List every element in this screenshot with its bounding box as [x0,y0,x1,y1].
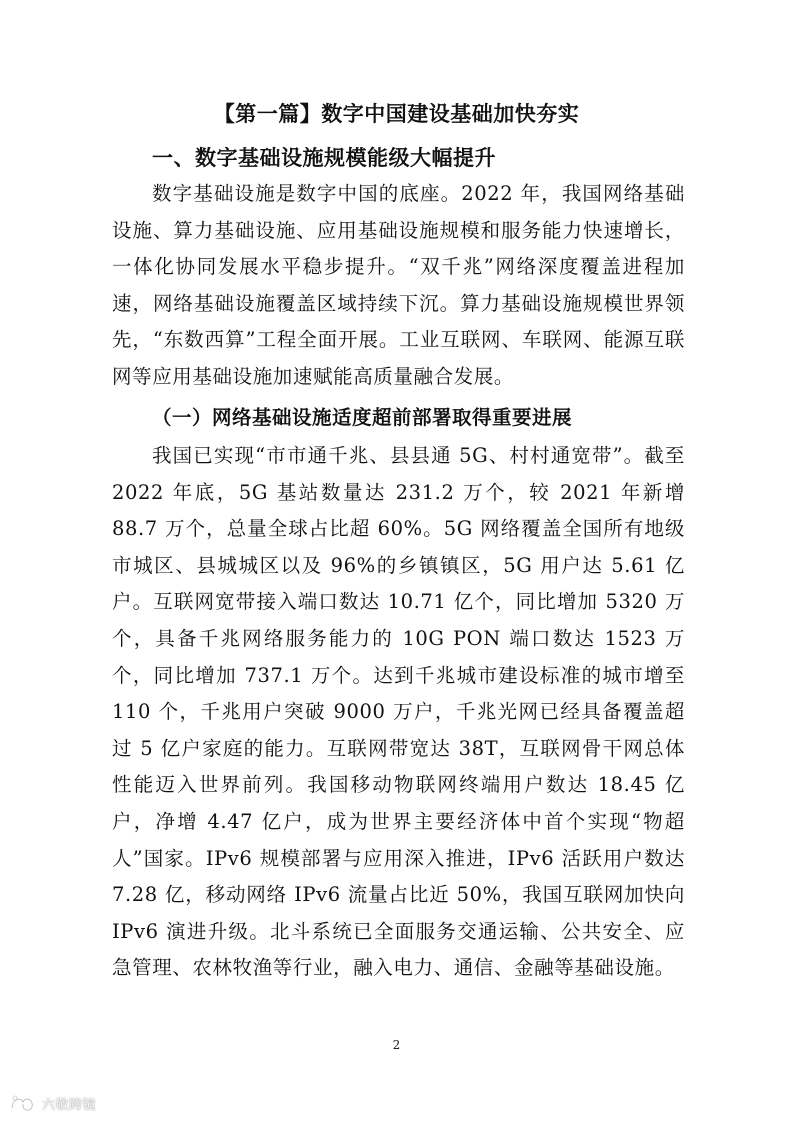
page-number: 2 [392,1038,401,1052]
section-heading: 一、数字基础设施规模能级大幅提升 [152,146,496,170]
watermark-logo-icon [8,1092,38,1114]
paragraph-intro: 数字基础设施是数字中国的底座。2022 年，我国网络基础设施、算力基础设施、应用基础设施规模和服务能力快速增长，一体化协同发展水平稳步提升。“双千兆”网络深度覆盖进程加速，网络基础设施覆盖区域持续下沉。算力基础设施规模世界领先，“东数西算”工程全面开展。工业互联网、车联网、能源互联网等应用基础设施加速赋能高质量融合发展。 [112,182,685,388]
watermark-text: 六敬跨镜 [42,1097,97,1113]
watermark [8,1092,96,1114]
part-title: 【第一篇】数字中国建设基础加快夯实 [213,102,580,126]
sub-heading: （一）网络基础设施适度超前部署取得重要进展 [152,406,573,429]
paragraph-network: 我国已实现“市市通千兆、县县通 5G、村村通宽带”。截至 2022 年底，5G 基站数量达 231.2 万个，较 2021 年新增 88.7 万个，总量全球占比超 60%。5G 网络覆盖全国所有地级市城区、县城城区以及 96%的乡镇镇区，5G 用户达 5.61 亿户。互联网宽带接入端口数达 10.71 亿个，同比增加 5320 万个，具备千兆网络服务能力的 10G PON 端口数达 1523 万个，同比增加 737.1 万个。达到千兆城市建设标准的城市增至 110 个，千兆用户突破 9000 万户，千兆光网已经具备覆盖超过 5 亿户家庭的能力。互联网带宽达 38T，互联网骨干网总体性能迈入世界前列。我国移动物联网终端用户数达 18.45 亿户，净增 4.47 亿户，成为世界主要经济体中首个实现“物超人”国家。IPv6 规模部署与应用深入推进，IPv6 活跃用户数达 7.28 亿，移动网络 IPv6 流量占比近 50%，我国互联网加快向 IPv6 演进升级。北斗系统已全面服务交通运输、公共安全、应急管理、农林牧渔等行业，融入电力、通信、金融等基础设施。 [112,444,685,980]
